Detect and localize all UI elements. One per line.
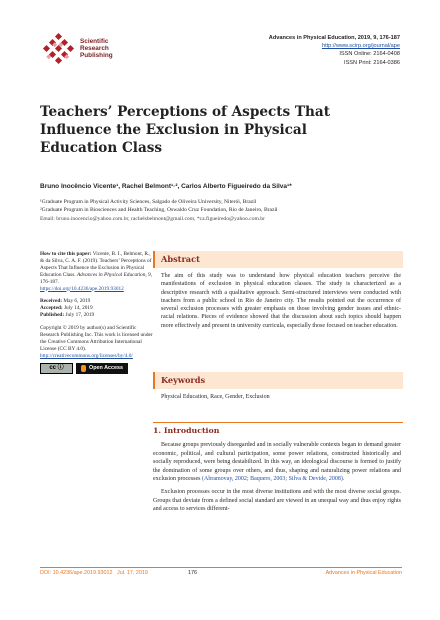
accepted-label: Accepted: bbox=[40, 305, 63, 312]
open-lock-icon bbox=[81, 365, 86, 372]
cite-text: Vicente, B. I., Belmont, R., & da Silva, C. A. F. (2019). Teachers’ Perceptions of Aspects That Influence the Exclusion in Physical Education Class. bbox=[40, 251, 152, 278]
accepted-date: July 14, 2019 bbox=[63, 305, 93, 312]
intro-p1-references[interactable]: (Abramovay, 2002; Baquero, 2003; Silva & Devide, 2008). bbox=[202, 476, 345, 483]
scirp-logo-icon bbox=[40, 32, 76, 68]
intro-paragraph-1 bbox=[153, 441, 401, 484]
abstract-text: The aim of this study was to understand how physical education teachers perceive the manifestations of exclusion in physical education classes. The study is characterized as a descriptive research with a qualitative approach. Semi-structured interviews were conducted with teachers from a public school in Rio de Janeiro city. The results pointed out the occurrence of several exclusion processes with greater emphasis on those involving gender issues and ethnic-racial relations. Pieces of evidence showed that the discussion about such topics should happen more effectively and present in university curricula, especially those focused on teacher education. bbox=[161, 273, 401, 329]
copyright-block bbox=[40, 325, 153, 374]
publisher-logo bbox=[40, 32, 170, 68]
intro-p1-text: Because groups previously disregarded and in socially vulnerable contexts began to demand greater economic, political, and cultural participation, some power relations, constructed historically and socially reproduced, were being destabilized. In this way, an ideological discourse is formed to justify the domination of some groups over others, and thus, shaping and naturalizing power relations and exclusion processes bbox=[153, 442, 401, 483]
cite-label: How to cite this paper: bbox=[40, 251, 92, 257]
intro-paragraph-2: Exclusion processes occur in the most diverse institutions and with the most diverse social groups. Groups that deviate from a defined social standard are viewed in an unequal way and thus enjoy rights and access to services different- bbox=[153, 488, 401, 513]
footer-journal: Advances in Physical Education bbox=[325, 570, 402, 576]
publisher-line-1: Scientific bbox=[80, 38, 109, 45]
published-date: July 17, 2019 bbox=[65, 312, 95, 319]
footer-doi-date bbox=[40, 570, 148, 576]
copyright-text: Copyright © 2019 by author(s) and Scientific Research Publishing Inc. This work is licensed under the Creative Commons Attribution International License (CC BY 4.0). bbox=[40, 325, 153, 352]
keywords-heading: Keywords bbox=[153, 372, 403, 389]
affiliations bbox=[40, 198, 410, 223]
license-link[interactable]: http://creativecommons.org/licenses/by/4.0/ bbox=[40, 352, 133, 359]
open-access-badge bbox=[76, 363, 128, 374]
issn-online: ISSN Online: 2164-0408 bbox=[339, 51, 400, 58]
cite-pages: 176-187. bbox=[40, 278, 59, 285]
section-divider bbox=[153, 422, 403, 423]
footer-divider bbox=[40, 567, 402, 568]
cc-by-icon[interactable]: cc ⓘ bbox=[40, 363, 73, 374]
publisher-name bbox=[80, 38, 113, 60]
publisher-line-3: Publishing bbox=[80, 52, 113, 60]
journal-url-link[interactable]: http://www.scirp.org/journal/ape bbox=[321, 43, 400, 50]
introduction-body bbox=[153, 441, 401, 518]
cite-journal: Advances in Physical Education, 9, bbox=[76, 271, 152, 278]
introduction-heading: 1. Introduction bbox=[153, 426, 220, 435]
abstract-heading: Abstract bbox=[153, 251, 403, 268]
dates-block bbox=[40, 298, 153, 319]
footer-date: Jul. 17, 2019 bbox=[117, 570, 148, 576]
citation-block bbox=[40, 251, 153, 292]
author-emails: Email: bruno.inocencio@yahoo.com.br, rachelsbelmont@gmail.com, *ca.figueiredo@yahoo.com.br bbox=[40, 215, 265, 222]
paper-title: Teachers’ Perceptions of Aspects That Influence the Exclusion in Physical Education Class bbox=[40, 104, 331, 156]
page-number: 176 bbox=[188, 570, 197, 576]
article-sidebar bbox=[40, 251, 153, 380]
affiliation-1: ¹Graduate Program in Physical Activity Sciences, Salgado de Oliveira University, Niterói, Brazil bbox=[40, 199, 257, 205]
journal-info bbox=[269, 34, 400, 67]
received-label: Received: bbox=[40, 298, 63, 305]
license-badges bbox=[40, 363, 153, 374]
publisher-line-2: Research bbox=[80, 45, 109, 53]
footer-doi: DOI: 10.4236/ape.2019.93012 bbox=[40, 570, 113, 576]
keywords-text: Physical Education, Race, Gender, Exclusion bbox=[161, 394, 270, 400]
affiliation-2: ²Graduate Program in Biosciences and Health Teaching, Oswaldo Cruz Foundation, Rio de Janeiro, Brazil bbox=[40, 207, 278, 214]
published-label: Published: bbox=[40, 312, 65, 319]
received-date: May 6, 2019 bbox=[63, 298, 91, 305]
doi-link[interactable]: https://doi.org/10.4236/ape.2019.93012 bbox=[40, 285, 124, 292]
author-list: Bruno Inocêncio Vicente¹, Rachel Belmont¹·², Carlos Alberto Figueiredo da Silva¹* bbox=[40, 183, 292, 190]
open-access-label: Open Access bbox=[89, 364, 123, 371]
issn-print: ISSN Print: 2164-0386 bbox=[344, 59, 400, 66]
journal-title: Advances in Physical Education, 2019, 9, 176-187 bbox=[268, 35, 400, 41]
